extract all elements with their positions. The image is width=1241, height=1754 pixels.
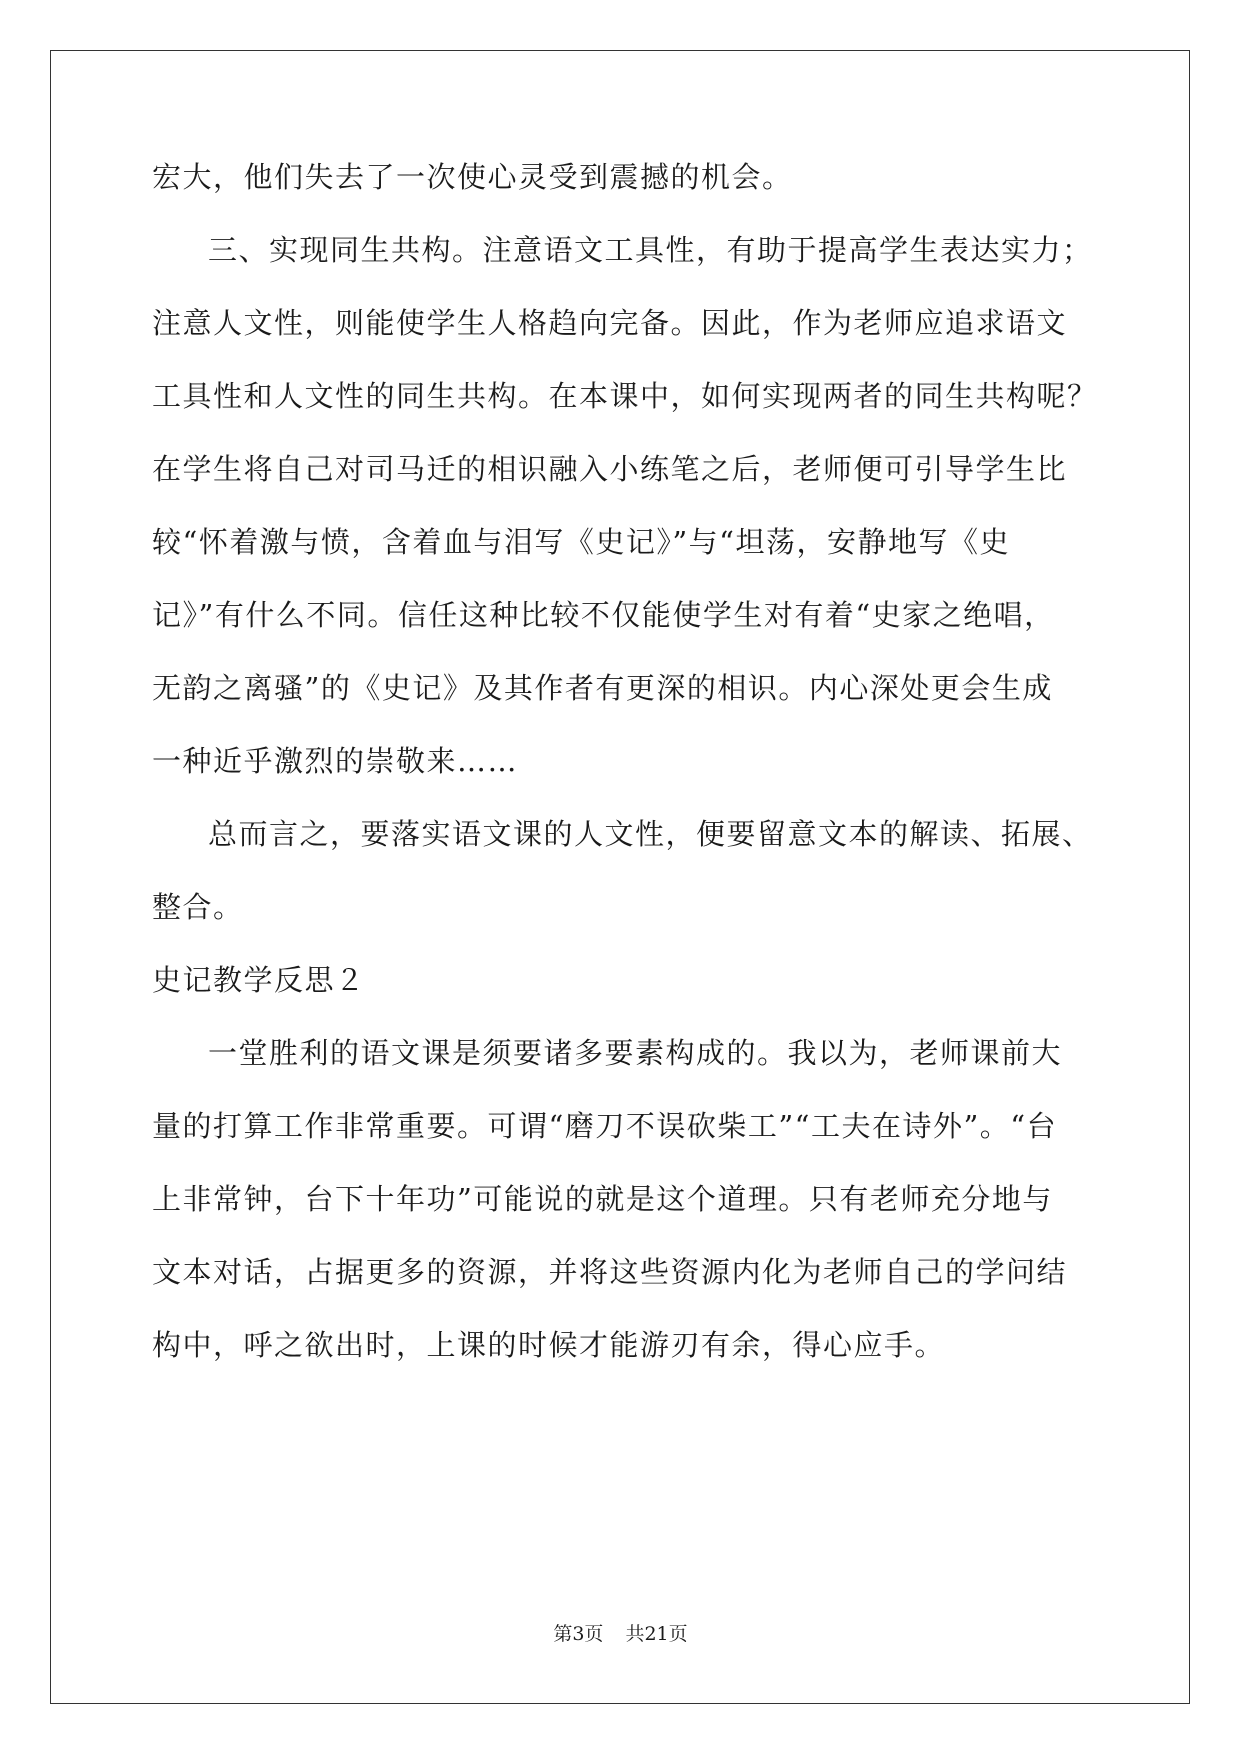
page-total: 共21页 bbox=[625, 1623, 688, 1645]
text-line: 一种近乎激烈的崇敬来…… bbox=[152, 744, 519, 778]
text-line: 注意人文性，则能使学生人格趋向完备。因此，作为老师应追求语文 bbox=[152, 306, 1068, 340]
text-line: 一堂胜利的语文课是须要诸多要素构成的。我以为，老师课前大 bbox=[208, 1036, 1063, 1070]
text-line: 文本对话，占据更多的资源，并将这些资源内化为老师自己的学问结 bbox=[152, 1255, 1068, 1289]
text-line: 总而言之，要落实语文课的人文性，便要留意文本的解读、拓展、 bbox=[208, 817, 1093, 851]
text-line: 无韵之离骚”的《史记》及其作者有更深的相识。内心深处更会生成 bbox=[152, 671, 1053, 705]
text-line: 工具性和人文性的同生共构。在本课中，如何实现两者的同生共构呢？ bbox=[152, 379, 1098, 413]
page-border bbox=[50, 50, 1190, 1704]
page-footer bbox=[0, 1622, 1241, 1646]
text-line: 在学生将自己对司马迁的相识融入小练笔之后，老师便可引导学生比 bbox=[152, 452, 1068, 486]
text-line: 记》”有什么不同。信任这种比较不仅能使学生对有着“史家之绝唱， bbox=[152, 598, 1055, 632]
text-line: 三、实现同生共构。注意语文工具性，有助于提高学生表达实力； bbox=[208, 233, 1093, 267]
text-line: 整合。 bbox=[152, 890, 244, 924]
text-line: 宏大，他们失去了一次使心灵受到震撼的机会。 bbox=[152, 160, 793, 194]
text-line: 构中，呼之欲出时，上课的时候才能游刃有余，得心应手。 bbox=[152, 1328, 946, 1362]
text-line: 量的打算工作非常重要。可谓“磨刀不误砍柴工”“工夫在诗外”。“台 bbox=[152, 1109, 1058, 1143]
text-line: 较“怀着激与愤，含着血与泪写《史记》”与“坦荡，安静地写《史 bbox=[152, 525, 1010, 559]
text-line: 上非常钟，台下十年功”可能说的就是这个道理。只有老师充分地与 bbox=[152, 1182, 1053, 1216]
page-number: 第3页 bbox=[553, 1623, 604, 1645]
section-heading: 史记教学反思２ bbox=[152, 963, 366, 997]
